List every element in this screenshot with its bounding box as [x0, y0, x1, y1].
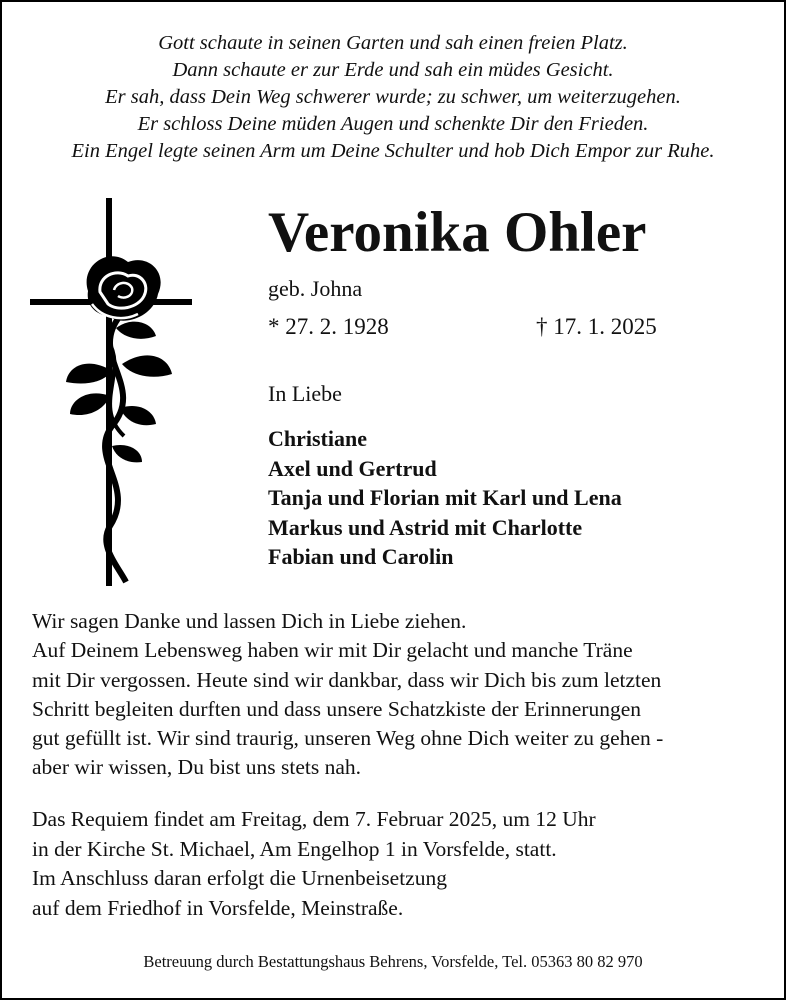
family-member: Tanja und Florian mit Karl und Lena — [268, 485, 622, 510]
service-info — [32, 805, 596, 923]
family-member: Axel und Gertrud — [268, 455, 437, 481]
poem-line: Gott schaute in seinen Garten und sah einen freien Platz. — [158, 32, 628, 54]
maiden-name: geb. Johna — [268, 276, 363, 301]
poem-line: Ein Engel legte seinen Arm um Deine Schulter und hob Dich Empor zur Ruhe. — [71, 140, 715, 162]
poem — [0, 30, 786, 165]
funeral-home-footer: Betreuung durch Bestattungshaus Behrens, Vorsfelde, Tel. 05363 80 82 970 — [143, 952, 643, 971]
farewell-line: mit Dir vergossen. Heute sind wir dankbar, dass wir Dich bis zum letzten — [32, 667, 662, 692]
farewell-line: Schritt begleiten durften und dass unsere Schatzkiste der Erinnerungen — [32, 696, 641, 721]
family-member: Markus und Astrid mit Charlotte — [268, 514, 583, 540]
family-list — [268, 424, 622, 572]
poem-line: Er schloss Deine müden Augen und schenkte Dir den Frieden. — [137, 113, 649, 135]
family-member: Christiane — [268, 426, 367, 451]
poem-line: Er sah, dass Dein Weg schwerer wurde; zu schwer, um weiterzugehen. — [105, 86, 681, 108]
farewell-line: aber wir wissen, Du bist uns stets nah. — [32, 755, 362, 780]
service-line: in der Kirche St. Michael, Am Engelhop 1 in Vorsfelde, statt. — [32, 836, 557, 861]
family-member: Fabian und Carolin — [268, 544, 454, 569]
farewell-line: Wir sagen Danke und lassen Dich in Liebe ziehen. — [32, 609, 467, 633]
service-line: Im Anschluss daran erfolgt die Urnenbeisetzung — [32, 866, 447, 890]
in-love-label: In Liebe — [268, 381, 342, 406]
birth-date: * 27. 2. 1928 — [268, 314, 389, 339]
service-line: auf dem Friedhof in Vorsfelde, Meinstraße. — [32, 895, 404, 920]
cross-rose-icon — [28, 196, 194, 588]
deceased-name: Veronika Ohler — [268, 201, 647, 264]
farewell-text — [32, 607, 663, 783]
farewell-line: gut gefüllt ist. Wir sind traurig, unseren Weg ohne Dich weiter zu gehen - — [32, 726, 664, 751]
death-date: † 17. 1. 2025 — [536, 314, 657, 339]
farewell-line: Auf Deinem Lebensweg haben wir mit Dir gelacht und manche Träne — [32, 638, 633, 663]
service-line: Das Requiem findet am Freitag, dem 7. Februar 2025, um 12 Uhr — [32, 807, 596, 831]
poem-line: Dann schaute er zur Erde und sah ein müdes Gesicht. — [172, 59, 614, 81]
